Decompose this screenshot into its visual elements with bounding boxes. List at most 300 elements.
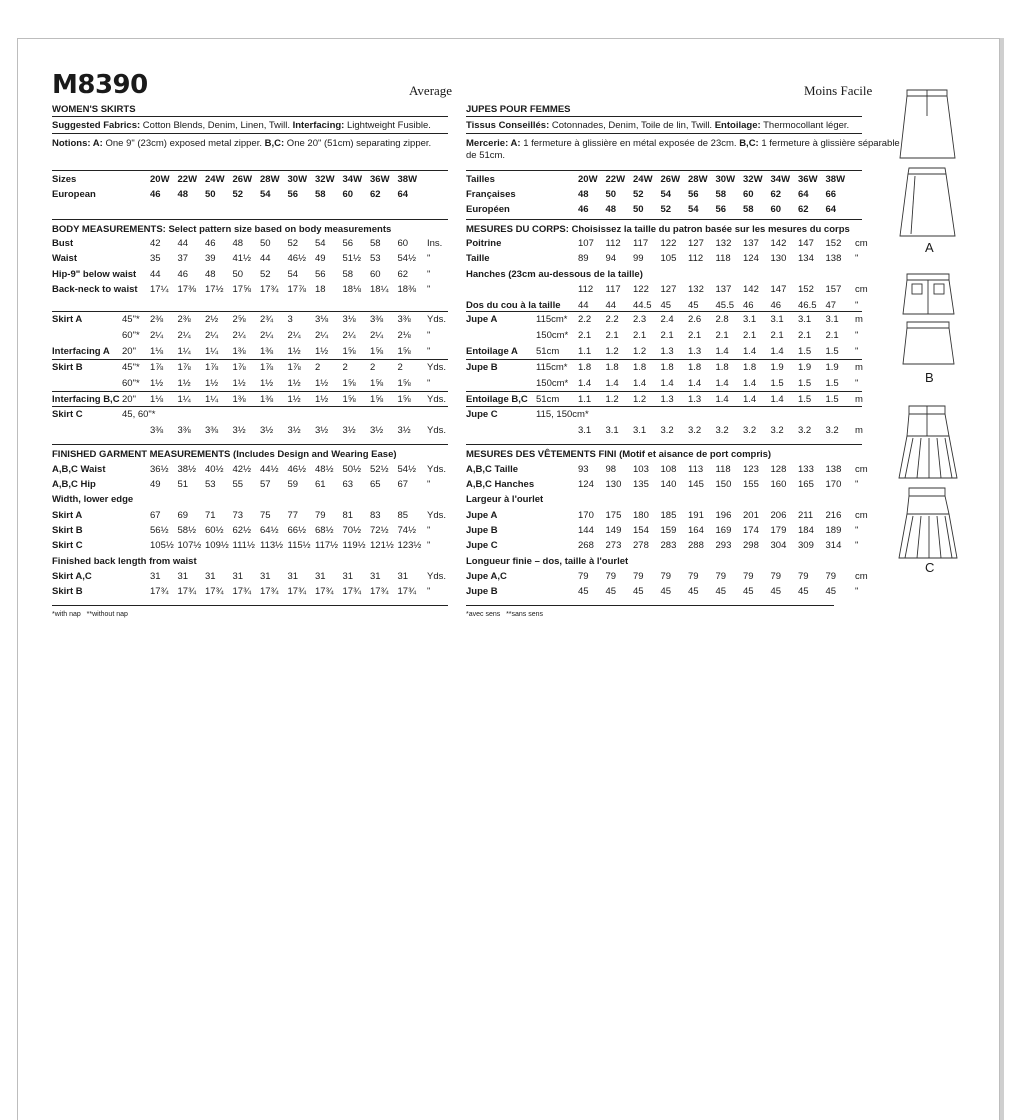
finished-row-value: 128	[770, 463, 787, 475]
yardage-row-unit: m	[855, 393, 863, 405]
size-value: 22W	[605, 174, 626, 185]
finished-row-value: 45	[798, 586, 809, 598]
body-row-value: 94	[605, 253, 617, 265]
european-label: European	[52, 189, 96, 200]
yardage-row-value: 2¼	[177, 329, 191, 341]
view-c-label: C	[925, 560, 935, 575]
yardage-row-value: 1½	[150, 377, 164, 389]
size-value: 30W	[715, 174, 736, 185]
yardage-row-width: 45"*	[122, 314, 140, 325]
yardage-row-value: 2½	[205, 314, 219, 325]
size-value: 54	[660, 189, 672, 200]
yardage-row-value: 1⅝	[370, 393, 384, 405]
body-row-value: 18⅛	[342, 284, 361, 296]
finished-row-value: 31	[177, 570, 189, 582]
body-row-value: 50	[260, 238, 271, 249]
body-row-value: 46½	[287, 253, 306, 265]
finished-row-value: 133	[798, 463, 814, 475]
yardage-row-value: 1.4	[633, 377, 647, 389]
yardage-row-value: 2	[397, 361, 403, 373]
yardage-row-value: 2¼	[150, 329, 164, 341]
finished-row-value: 124	[578, 479, 594, 490]
yardage-row-value: 1½	[315, 393, 329, 405]
body-row-value: 37	[177, 253, 189, 265]
fabrics-line-part: Cotton Blends, Denim, Linen, Twill.	[140, 120, 293, 131]
yardage-row-value: 2	[370, 361, 376, 373]
body-row-value: 152	[825, 238, 842, 249]
yardage-row-value: 2.4	[660, 314, 674, 325]
notions-line-part: Mercerie: A:	[466, 138, 521, 149]
section-title: WOMEN'S SKIRTS	[52, 104, 136, 115]
finished-title: MESURES DES VÊTEMENTS FINI (Motif et aisance de port compris)	[466, 449, 772, 460]
yardage-row-value: 3.1	[743, 314, 757, 325]
yardage-row-value: 1.3	[660, 393, 674, 405]
finished-row-value: 79	[660, 570, 672, 582]
yardage-row-value: 1.2	[633, 393, 647, 405]
finished-row-value: 17¾	[315, 586, 334, 598]
yardage-row-value: 2⅛	[397, 329, 411, 341]
yardage-row-value: 1.4	[605, 377, 619, 389]
yardage-row-value: 3.2	[715, 425, 729, 437]
size-value: 62	[798, 204, 809, 215]
finished-row-value: 75	[260, 509, 271, 521]
body-row-value: 56	[342, 238, 354, 249]
yardage-row-width: 150cm*	[536, 377, 569, 389]
yardage-row-value: 1⅞	[177, 361, 191, 373]
yardage-row-value: 1⅜	[260, 345, 274, 357]
finished-row-value: 42½	[232, 463, 251, 475]
pattern-number: M8390	[52, 70, 148, 100]
body-row-value: 124	[743, 253, 759, 265]
finished-row-label: A,B,C Hip	[52, 479, 96, 490]
fabrics-line-part: Interfacing:	[292, 120, 345, 131]
finished-row-value: 17¾	[287, 586, 306, 598]
finished-row-value: 77	[287, 509, 299, 521]
yardage-row-value: 3.2	[825, 425, 839, 437]
finished-row-value: 160	[770, 479, 787, 490]
finished-row-value: 45	[770, 586, 782, 598]
yardage-row-width: 45, 60"*	[122, 409, 156, 421]
yardage-row-value: 1.4	[743, 345, 757, 357]
finished-row-value: 119½	[342, 540, 366, 552]
finished-row-value: 154	[633, 524, 649, 536]
yardage-row-value: 2	[342, 361, 348, 373]
body-row-value: 107	[578, 238, 594, 249]
yardage-row-value: 3½	[370, 425, 384, 437]
finished-row-label: Jupe A,C	[466, 570, 507, 582]
yardage-row-value: 1.3	[688, 345, 702, 357]
finished-row-value: 46½	[287, 463, 306, 475]
size-value: 62	[770, 189, 782, 200]
finished-row-value: 159	[660, 524, 677, 536]
body-row-value: 46	[770, 299, 782, 311]
body-row-value: 99	[633, 253, 644, 265]
yardage-row-value: 2.1	[578, 329, 592, 341]
yardage-row-value: 2¼	[232, 329, 246, 341]
fabrics-line	[52, 120, 431, 132]
body-title: BODY MEASUREMENTS: Select pattern size based on body measurements	[52, 224, 392, 235]
sizes-label: Tailles	[466, 174, 495, 185]
rule	[466, 133, 862, 134]
yardage-row-value: 3.1	[770, 314, 784, 325]
yardage-row-value: 2.1	[660, 329, 674, 341]
size-value: 60	[770, 204, 782, 215]
yardage-row-value: 3⅛	[315, 314, 329, 325]
yardage-row-value: 2.1	[798, 329, 812, 341]
size-value: 56	[688, 189, 699, 200]
finished-row-value: 93	[578, 463, 589, 475]
yardage-row-width: 115, 150cm*	[536, 409, 589, 421]
size-value: 58	[315, 189, 326, 200]
yardage-row-value: 2.1	[743, 329, 757, 341]
yardage-row-width: 60"*	[122, 377, 140, 389]
size-value: 28W	[688, 174, 708, 185]
finished-row-value: 31	[342, 570, 354, 582]
yardage-row-value: 1½	[315, 377, 329, 389]
notions-line-part: B,C:	[739, 138, 759, 149]
yardage-row-value: 2.6	[688, 314, 702, 325]
finished-row-value: 145	[688, 479, 704, 490]
yardage-row-value: 1⅝	[342, 345, 356, 357]
finished-row-value: 135	[633, 479, 649, 490]
finished-row-value: 31	[315, 570, 326, 582]
size-value: 54	[260, 189, 271, 200]
size-value: 60	[743, 189, 754, 200]
finished-row-unit: cm	[855, 509, 868, 521]
finished-row-value: 85	[397, 509, 409, 521]
body-row-value: 54	[315, 238, 326, 249]
finished-row-value: 201	[743, 509, 759, 521]
skirt-b-back-sketch	[899, 318, 959, 368]
yardage-row-value: 3.2	[798, 425, 812, 437]
body-row-value: 17⅞	[287, 284, 306, 296]
rule	[52, 359, 448, 360]
size-value: 48	[578, 189, 589, 200]
francaises-label: Françaises	[466, 189, 516, 200]
finished-row-value: 216	[825, 509, 842, 521]
body-row-label: Dos du cou à la taille	[466, 299, 561, 311]
finished-row-value: 79	[605, 570, 617, 582]
finished-row-value: 50½	[342, 463, 361, 475]
body-row-value: 105	[660, 253, 677, 265]
yardage-row-label: Skirt A	[52, 314, 83, 325]
sizes-label: Sizes	[52, 174, 77, 185]
body-row-value: 142	[743, 284, 759, 296]
body-row-value: 35	[150, 253, 161, 265]
footnote: *avec sens **sans sens	[466, 611, 544, 618]
body-row-unit: Ins.	[427, 238, 443, 249]
finished-row-value: 268	[578, 540, 594, 552]
skirt-a-back-sketch	[895, 86, 961, 162]
finished-row-unit: cm	[855, 463, 868, 475]
body-row-value: 132	[715, 238, 732, 249]
finished-row-value: 70½	[342, 524, 361, 536]
body-row-value: 17¼	[150, 284, 169, 296]
finished-row-value: 174	[743, 524, 759, 536]
yardage-row-value: 1⅜	[232, 345, 246, 357]
body-row-label: Hip-9" below waist	[52, 268, 137, 280]
size-value: 56	[715, 204, 727, 215]
rule	[52, 444, 448, 445]
yardage-row-value: 1.3	[660, 345, 674, 357]
view-a-label: A	[925, 240, 934, 255]
finished-row-unit: "	[427, 524, 431, 536]
yardage-row-value: 2.1	[605, 329, 619, 341]
size-value: 38W	[397, 174, 418, 185]
finished-row-value: 31	[150, 570, 161, 582]
yardage-row-width: 60"*	[122, 329, 140, 341]
yardage-row-value: 1½	[287, 377, 301, 389]
yardage-row-value: 2.1	[633, 329, 647, 341]
finished-row-value: 45	[578, 586, 589, 598]
body-row-unit: cm	[855, 284, 868, 296]
yardage-row-value: 3	[287, 314, 293, 325]
finished-row-value: 72½	[370, 524, 389, 536]
yardage-row-value: 1.4	[688, 377, 702, 389]
body-row-value: 60	[397, 238, 409, 249]
notions-line-part: 1 fermeture à glissière séparable	[758, 138, 900, 149]
rule	[466, 219, 862, 220]
finished-row-value: 65	[370, 479, 381, 490]
size-value: 34W	[770, 174, 791, 185]
yardage-row-value: 1⅝	[370, 345, 384, 357]
finished-row-value: 123½	[397, 540, 422, 552]
yardage-row-value: 1.5	[798, 393, 812, 405]
finished-row-value: 118	[715, 463, 731, 475]
european-label: Européen	[466, 204, 510, 215]
finished-row-value: 117½	[315, 540, 339, 552]
fabrics-line-part: Cotonnades, Denim, Toile de lin, Twill.	[549, 120, 715, 131]
body-row-value: 134	[798, 253, 814, 265]
yardage-row-value: 2¼	[315, 329, 329, 341]
finished-row-value: 59	[287, 479, 299, 490]
body-row-value: 147	[798, 238, 814, 249]
yardage-row-unit: "	[855, 377, 859, 389]
size-value: 36W	[370, 174, 390, 185]
size-value: 60	[342, 189, 354, 200]
finished-row-value: 185	[660, 509, 677, 521]
yardage-row-value: 1⅝	[397, 393, 411, 405]
body-row-value: 137	[715, 284, 732, 296]
yardage-row-value: 1⅝	[342, 393, 356, 405]
finished-row-unit: "	[427, 540, 431, 552]
finished-row-value: 165	[798, 479, 814, 490]
yardage-row-value: 3½	[315, 425, 329, 437]
finished-row-value: 98	[605, 463, 617, 475]
notions-line-part: Notions: A:	[52, 138, 103, 149]
body-row-value: 58	[342, 268, 354, 280]
finished-row-value: 17¾	[342, 586, 361, 598]
finished-row-unit: cm	[855, 570, 868, 582]
difficulty-fr: Moins Facile	[804, 83, 873, 98]
body-row-value: 89	[578, 253, 589, 265]
body-row-unit: "	[855, 253, 859, 265]
body-row-label: Waist	[52, 253, 77, 265]
skirt-a-front-sketch	[895, 164, 961, 240]
finished-row-value: 196	[715, 509, 732, 521]
finished-row-value: 138	[825, 463, 842, 475]
yardage-row-value: 2⅝	[232, 314, 246, 325]
body-row-unit: cm	[855, 238, 868, 249]
finished-row-label: Width, lower edge	[52, 494, 134, 506]
finished-row-value: 314	[825, 540, 842, 552]
finished-row-value: 79	[688, 570, 699, 582]
body-row-value: 44	[578, 299, 589, 311]
finished-row-label: Skirt B	[52, 524, 83, 536]
yardage-row-label: Jupe B	[466, 361, 498, 373]
body-row-value: 18⅜	[397, 284, 416, 296]
finished-row-value: 45	[688, 586, 699, 598]
body-row-value: 53	[370, 253, 381, 265]
yardage-row-value: 3⅜	[397, 314, 411, 325]
size-value: 64	[798, 189, 809, 200]
finished-row-value: 54½	[397, 463, 416, 475]
size-value: 50	[633, 204, 644, 215]
finished-row-value: 45	[605, 586, 617, 598]
yardage-row-value: 1.4	[578, 377, 592, 389]
finished-row-value: 278	[633, 540, 649, 552]
finished-row-value: 58½	[177, 524, 196, 536]
finished-row-label: Skirt A	[52, 509, 83, 521]
yardage-row-width: 20"	[122, 345, 136, 357]
finished-row-label: A,B,C Hanches	[466, 479, 535, 490]
yardage-row-width: 51cm	[536, 345, 560, 357]
yardage-row-unit: Yds.	[427, 393, 447, 405]
skirt-c-front-sketch	[895, 402, 961, 482]
size-value: 46	[150, 189, 161, 200]
finished-row-value: 288	[688, 540, 704, 552]
yardage-row-width: 51cm	[536, 393, 560, 405]
yardage-row-value: 3.1	[605, 425, 619, 437]
yardage-row-value: 1½	[315, 345, 329, 357]
finished-row-value: 130	[605, 479, 622, 490]
yardage-row-value: 1.5	[825, 377, 839, 389]
finished-row-value: 170	[825, 479, 842, 490]
body-row-label: Hanches (23cm au-dessous de la taille)	[466, 268, 643, 280]
notions-line-part: One 20" (51cm) separating zipper.	[284, 138, 432, 149]
yardage-row-value: 1.8	[605, 361, 619, 373]
yardage-row-value: 1.8	[578, 361, 592, 373]
size-value: 32W	[315, 174, 335, 185]
finished-row-value: 79	[825, 570, 837, 582]
finished-row-value: 67	[150, 509, 161, 521]
finished-row-label: Finished back length from waist	[52, 555, 197, 567]
yardage-row-value: 3.1	[578, 425, 592, 437]
finished-row-value: 211	[798, 509, 814, 521]
yardage-row-value: 1½	[260, 377, 274, 389]
finished-row-value: 309	[798, 540, 814, 552]
finished-row-label: Jupe C	[466, 540, 498, 552]
yardage-row-value: 1.2	[633, 345, 647, 357]
finished-row-value: 60½	[205, 524, 224, 536]
body-row-value: 18	[315, 284, 326, 296]
rule	[466, 170, 862, 171]
size-value: 52	[633, 189, 644, 200]
size-value: 50	[205, 189, 216, 200]
yardage-row-value: 1.8	[633, 361, 647, 373]
yardage-row-value: 1.5	[798, 345, 812, 357]
yardage-row-unit: "	[427, 377, 431, 389]
yardage-row-value: 2¼	[287, 329, 301, 341]
body-row-value: 112	[578, 284, 594, 296]
rule	[52, 406, 448, 407]
yardage-row-unit: m	[855, 425, 863, 437]
yardage-row-width: 115cm*	[536, 361, 568, 373]
body-row-value: 17⅝	[232, 284, 251, 296]
finished-title: FINISHED GARMENT MEASUREMENTS (Includes Design and Wearing Ease)	[52, 449, 397, 460]
size-value: 26W	[660, 174, 681, 185]
body-row-value: 157	[825, 284, 842, 296]
size-value: 64	[825, 204, 837, 215]
size-value: 58	[715, 189, 727, 200]
finished-row-value: 66½	[287, 524, 306, 536]
yardage-row-value: 1.4	[715, 345, 729, 357]
finished-row-unit: Yds.	[427, 463, 447, 475]
fabrics-line-part: Tissus Conseillés:	[466, 120, 550, 131]
size-value: 20W	[578, 174, 598, 185]
yardage-row-value: 1⅝	[370, 377, 384, 389]
body-row-value: 51½	[342, 253, 361, 265]
body-row-value: 47	[825, 299, 837, 311]
yardage-row-value: 2⅜	[150, 314, 164, 325]
body-row-value: 44	[260, 253, 271, 265]
finished-row-value: 298	[743, 540, 759, 552]
body-row-value: 44	[150, 268, 161, 280]
yardage-row-value: 2¾	[260, 314, 274, 325]
rule	[466, 391, 862, 392]
body-row-unit: "	[855, 299, 859, 311]
yardage-row-value: 2.2	[578, 314, 592, 325]
finished-row-value: 36½	[150, 463, 169, 475]
yardage-row-value: 1.5	[770, 377, 784, 389]
finished-row-value: 121½	[370, 540, 394, 552]
size-value: 62	[370, 189, 381, 200]
body-row-value: 48	[232, 238, 244, 249]
yardage-row-value: 1½	[287, 345, 301, 357]
finished-row-value: 31	[205, 570, 216, 582]
yardage-row-value: 2¼	[260, 329, 274, 341]
rule	[52, 170, 448, 171]
finished-row-value: 52½	[370, 463, 389, 475]
yardage-row-value: 1⅞	[150, 361, 164, 373]
body-row-value: 52	[287, 238, 299, 249]
finished-row-label: Largeur à l'ourlet	[466, 494, 544, 506]
finished-row-value: 184	[798, 524, 814, 536]
yardage-row-value: 1.5	[798, 377, 812, 389]
yardage-row-value: 1.2	[605, 345, 619, 357]
body-row-value: 46.5	[798, 299, 817, 311]
body-row-value: 42	[150, 238, 161, 249]
yardage-row-value: 1⅝	[342, 377, 356, 389]
body-row-value: 45.5	[715, 299, 734, 311]
finished-row-value: 169	[715, 524, 732, 536]
yardage-row-value: 3.1	[633, 425, 647, 437]
finished-row-value: 31	[397, 570, 409, 582]
yardage-row-value: 1½	[287, 393, 301, 405]
body-row-value: 132	[688, 284, 704, 296]
finished-row-label: A,B,C Taille	[466, 463, 519, 475]
yardage-row-value: 1.4	[743, 393, 757, 405]
yardage-row-value: 3⅜	[150, 425, 164, 437]
body-row-value: 17½	[205, 284, 224, 296]
yardage-row-value: 1.8	[715, 361, 729, 373]
body-row-value: 117	[605, 284, 621, 296]
difficulty-en: Average	[409, 83, 453, 98]
yardage-row-value: 3½	[232, 425, 246, 437]
rule	[466, 116, 862, 117]
yardage-row-label: Entoilage A	[466, 345, 518, 357]
yardage-row-value: 1¼	[205, 393, 219, 405]
